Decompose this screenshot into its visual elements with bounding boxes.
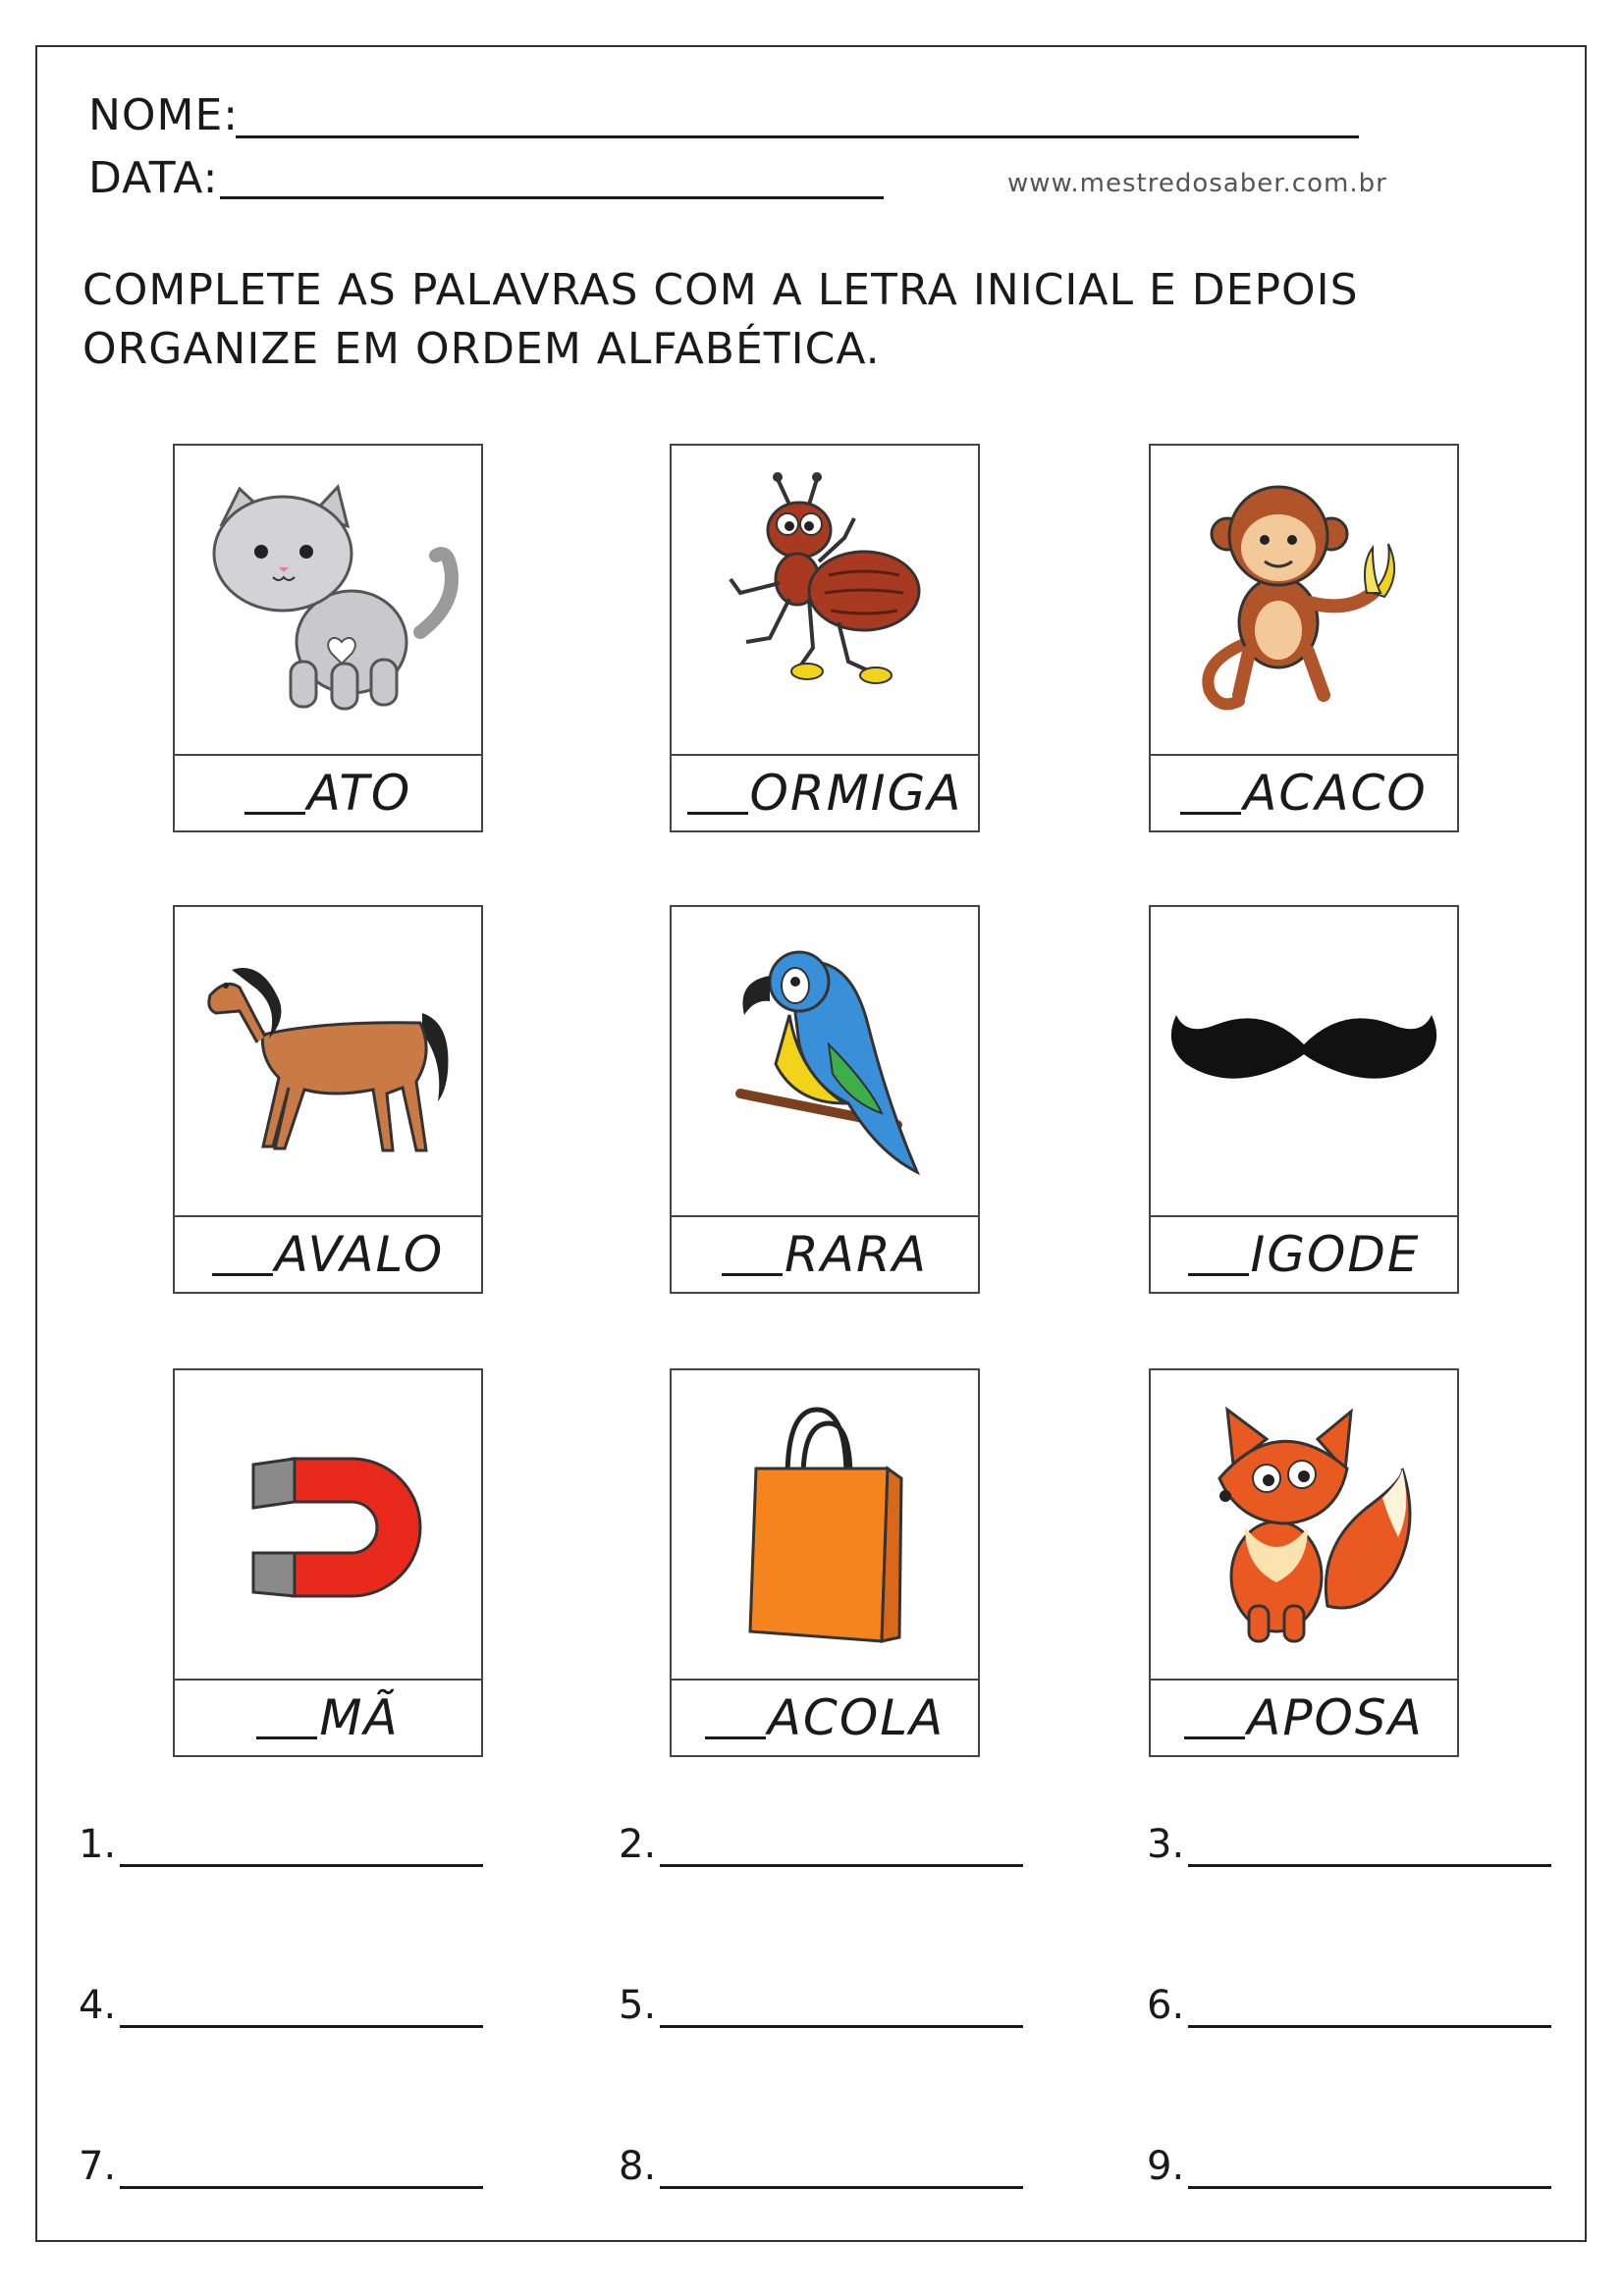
word-label: AVALO: [175, 1217, 481, 1292]
answer-field[interactable]: [660, 2155, 1023, 2189]
letter-blank[interactable]: [1180, 773, 1241, 815]
card-magnet: [173, 1368, 483, 1757]
word-label: ORMIGA: [672, 756, 978, 830]
magnet-icon: [175, 1370, 481, 1681]
instruction-line-2: ORGANIZE EM ORDEM ALFABÉTICA.: [82, 324, 881, 374]
letter-blank[interactable]: [687, 773, 748, 815]
card-monkey: [1149, 444, 1459, 832]
letter-blank[interactable]: [244, 773, 305, 815]
ant-icon: [672, 446, 978, 756]
fox-icon: [1151, 1370, 1457, 1681]
cat-icon: [175, 446, 481, 756]
card-ant: [670, 444, 980, 832]
letter-blank[interactable]: [1184, 1697, 1245, 1739]
word-label: ATO: [175, 756, 481, 830]
card-cat: [173, 444, 483, 832]
card-bag: [670, 1368, 980, 1757]
answer-slot: 3.: [1147, 1822, 1551, 1867]
word-label: RARA: [672, 1217, 978, 1292]
answer-field[interactable]: [120, 1833, 483, 1867]
letter-blank[interactable]: [256, 1697, 317, 1739]
name-field[interactable]: [236, 135, 1359, 138]
card-horse: [173, 905, 483, 1294]
answer-field[interactable]: [660, 1833, 1023, 1867]
letter-blank[interactable]: [212, 1234, 273, 1276]
answer-slot: 8.: [619, 2144, 1023, 2189]
answer-field[interactable]: [120, 1994, 483, 2028]
monkey-icon: [1151, 446, 1457, 756]
horse-icon: [175, 907, 481, 1217]
bag-icon: [672, 1370, 978, 1681]
website-text: www.mestredosaber.com.br: [1007, 169, 1387, 198]
card-fox: [1149, 1368, 1459, 1757]
letter-blank[interactable]: [722, 1234, 783, 1276]
answer-field[interactable]: [1188, 1994, 1551, 2028]
card-parrot: [670, 905, 980, 1294]
date-label: DATA:: [88, 153, 219, 203]
answer-slot: 6.: [1147, 1983, 1551, 2028]
answer-slot: 2.: [619, 1822, 1023, 1867]
letter-blank[interactable]: [705, 1697, 766, 1739]
answer-field[interactable]: [1188, 1833, 1551, 1867]
answer-slot: 1.: [79, 1822, 483, 1867]
word-label: ACACO: [1151, 756, 1457, 830]
letter-blank[interactable]: [1188, 1234, 1249, 1276]
answer-slot: 4.: [79, 1983, 483, 2028]
answer-slot: 9.: [1147, 2144, 1551, 2189]
answer-slot: 7.: [79, 2144, 483, 2189]
card-mustache: [1149, 905, 1459, 1294]
word-label: ACOLA: [672, 1681, 978, 1755]
answer-field[interactable]: [120, 2155, 483, 2189]
word-label: MÃ: [175, 1681, 481, 1755]
parrot-icon: [672, 907, 978, 1217]
instruction-line-1: COMPLETE AS PALAVRAS COM A LETRA INICIAL E DEPOIS: [82, 265, 1359, 315]
answer-field[interactable]: [1188, 2155, 1551, 2189]
word-label: IGODE: [1151, 1217, 1457, 1292]
answer-slot: 5.: [619, 1983, 1023, 2028]
mustache-icon: [1151, 907, 1457, 1217]
date-field[interactable]: [220, 196, 884, 199]
name-label: NOME:: [88, 90, 240, 140]
answer-field[interactable]: [660, 1994, 1023, 2028]
word-label: APOSA: [1151, 1681, 1457, 1755]
